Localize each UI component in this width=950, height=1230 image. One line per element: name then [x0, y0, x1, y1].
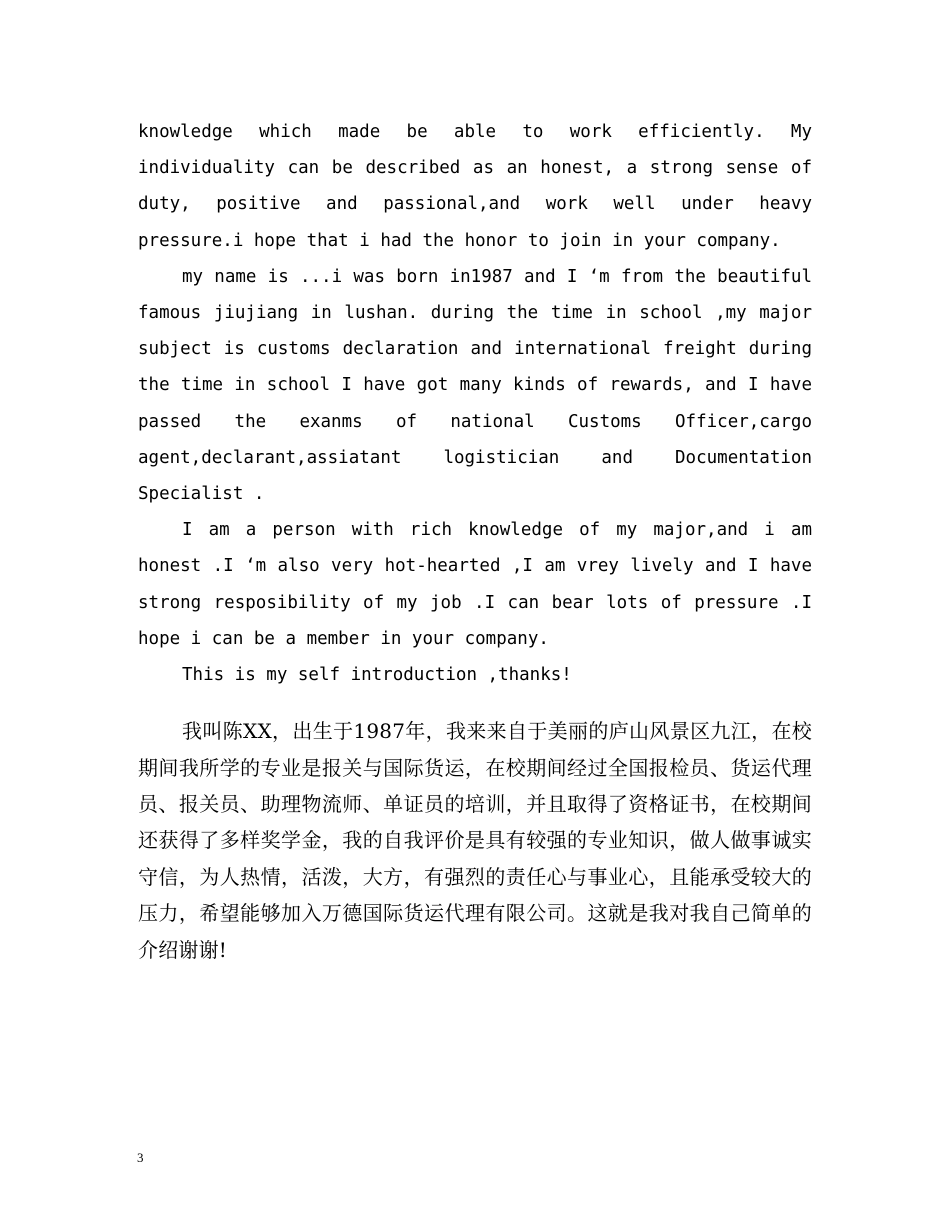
- paragraph-chinese: 我叫陈XX，出生于1987年，我来来自于美丽的庐山风景区九江，在校期间我所学的专业是报关与国际货运，在校期间经过全国报检员、货运代理员、报关员、助理物流师、单证员的培训，并且取得了资格证书，在校期间还获得了多样奖学金，我的自我评价是具有较强的专业知识，做人做事诚实守信，为人热情，活泼，大方，有强烈的责任心与事业心，且能承受较大的压力，希望能够加入万德国际货运代理有限公司。这就是我对我自己简单的介绍谢谢!: [138, 719, 812, 962]
- paragraph-personality: I am a person with rich knowledge of my major,and i am honest .I ‘m also very hot-hearted ,I am vrey lively and I have strong resposibility of my job .I can bear lots of pressure .I hope i can be a member in your company.: [138, 520, 812, 649]
- page-number: 3: [137, 1150, 144, 1165]
- body-text: [138, 114, 812, 988]
- paragraph-closing: This is my self introduction ,thanks!: [182, 665, 572, 686]
- paragraph-name-intro: my name is ...i was born in1987 and I ‘m from the beautiful famous jiujiang in lushan. during the time in school ,my major subject is customs declaration and international freight during the time in school I have got many kinds of rewards, and I have passed the exanms of national Customs Officer,cargo agent,declarant,assiatant logistician and Documentation Specialist .: [138, 266, 812, 505]
- paragraph-continued: knowledge which made be able to work efficiently. My individuality can be described as an honest, a strong sense of duty, positive and passional,and work well under heavy pressure.i hope that i had the honor to join in your company.: [138, 122, 812, 251]
